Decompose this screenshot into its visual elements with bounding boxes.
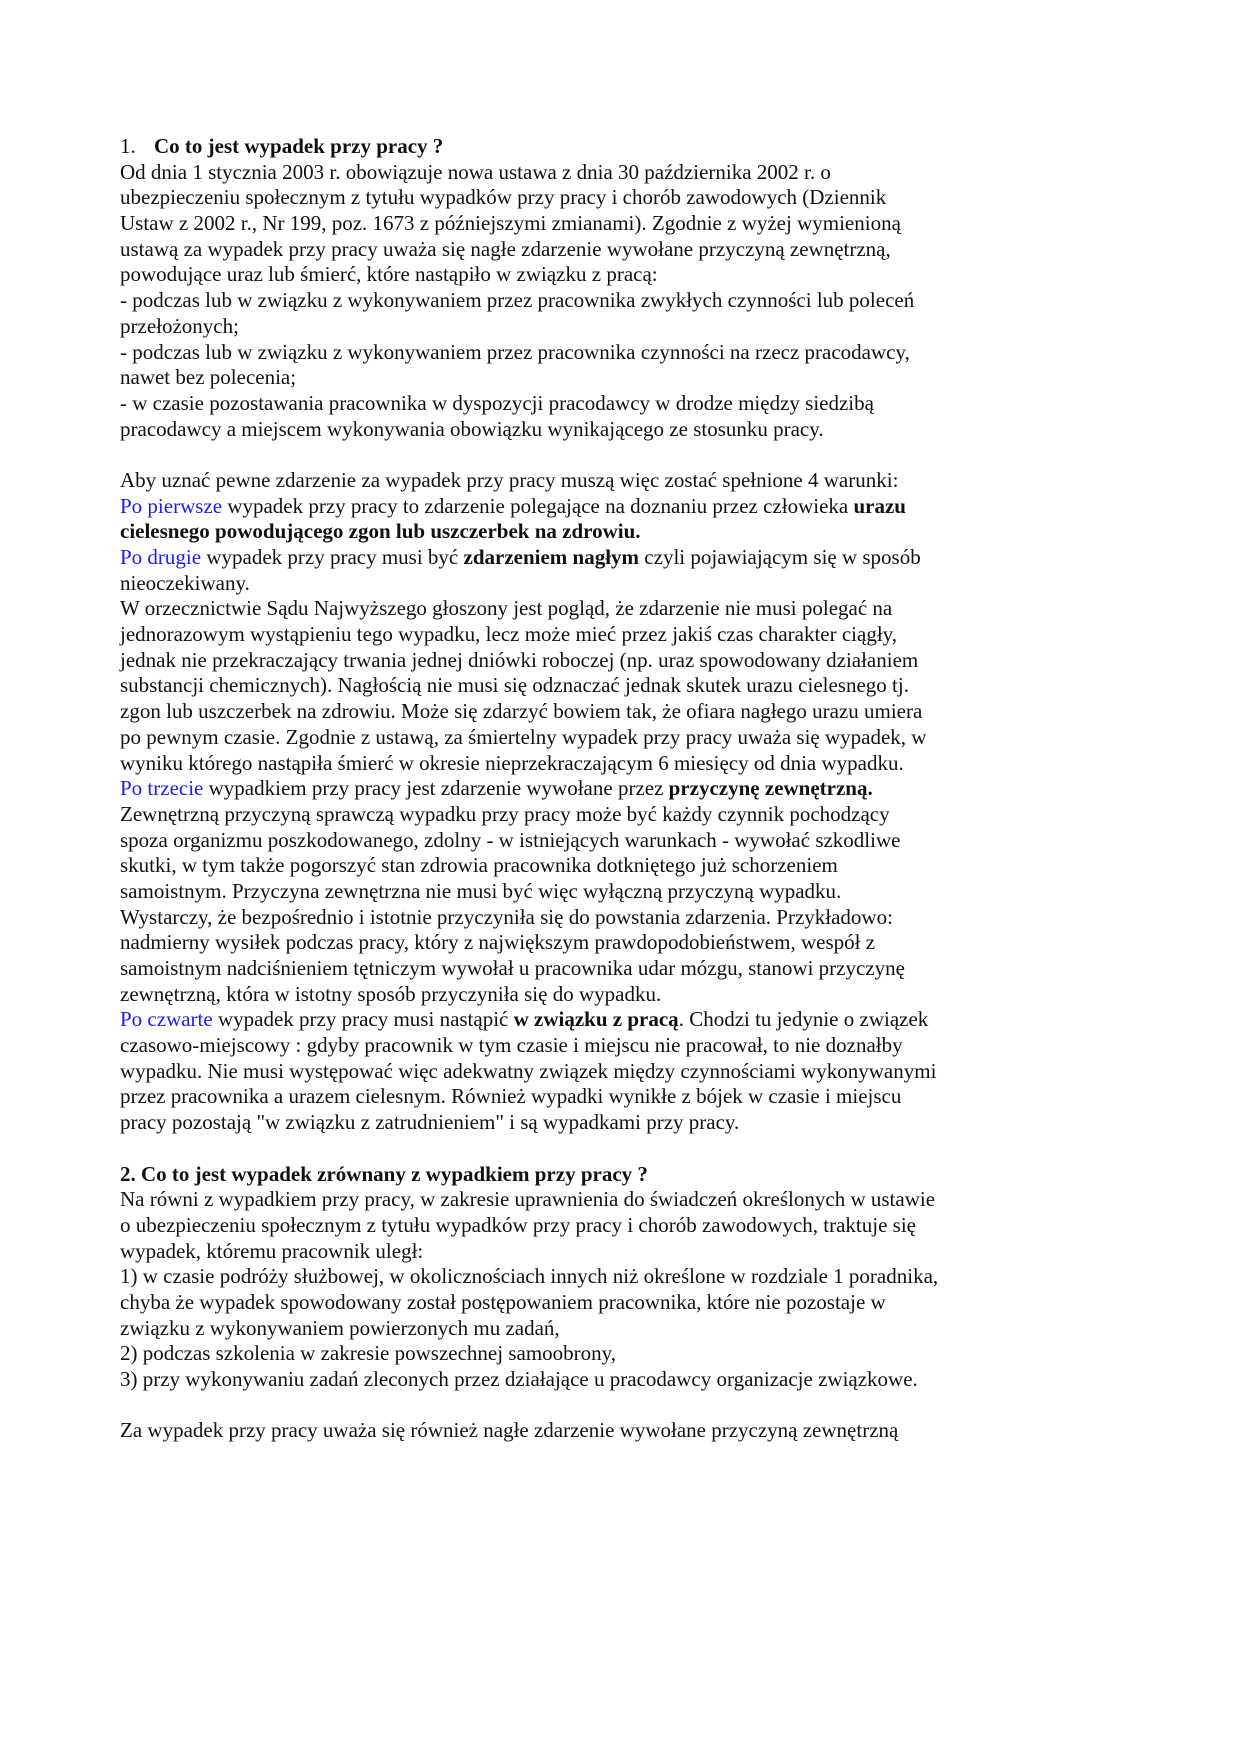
text-run: Ustaw z 2002 r., Nr 199, poz. 1673 z późniejszymi zmianami). Zgodnie z wyżej wymienioną: [120, 211, 901, 236]
bold-text: w związku z pracą: [513, 1007, 679, 1032]
text-run: Za wypadek przy pracy uważa się również nagłe zdarzenie wywołane przyczyną zewnętrzną: [120, 1418, 899, 1443]
text-run: Na równi z wypadkiem przy pracy, w zakresie uprawnienia do świadczeń określonych w ustawie: [120, 1187, 936, 1212]
text-run: jednorazowym wystąpieniu tego wypadku, lecz może mieć przez jakiś czas charakter ciągły,: [120, 622, 898, 647]
text-run: nadmierny wysiłek podczas pracy, który z największym prawdopodobieństwem, wespół z: [120, 930, 876, 955]
text-line: [120, 596, 1120, 622]
text-line: [120, 314, 1120, 340]
text-run: 3) przy wykonywaniu zadań zleconych przez działające u pracodawcy organizacje związkowe.: [120, 1367, 918, 1391]
text-line: [120, 519, 1120, 545]
text-run: wypadkiem przy pracy jest zdarzenie wywołane przez: [203, 776, 669, 801]
text-line: [120, 571, 1120, 597]
text-line: [120, 699, 1120, 725]
text-run: samoistnym nadciśnieniem tętniczym wywołał u pracownika udar mózgu, stanowi przyczynę: [120, 956, 905, 980]
text-line: [120, 160, 1120, 186]
text-run: nawet bez polecenia;: [120, 365, 297, 390]
text-line: [120, 211, 1120, 237]
text-run: ubezpieczeniu społecznym z tytułu wypadków przy pracy i chorób zawodowych (Dziennik: [120, 185, 887, 210]
text-line: [120, 1316, 1120, 1342]
blank-line: [120, 1393, 1120, 1419]
text-run: pracodawcy a miejscem wykonywania obowiązku wynikającego ze stosunku pracy.: [120, 416, 824, 441]
text-line: [120, 391, 1120, 417]
text-run: Zewnętrzną przyczyną sprawczą wypadku przy pracy może być każdy czynnik pochodzący: [120, 801, 890, 826]
text-run: zewnętrzną, która w istotny sposób przyczyniła się do wypadku.: [120, 981, 662, 1006]
list-number: 1.: [120, 134, 136, 158]
text-line: [120, 1084, 1120, 1110]
text-line: [120, 956, 1120, 982]
text-line: [120, 725, 1120, 751]
text-run: skutki, w tym także pogorszyć stan zdrowia pracownika dotkniętego już schorzeniem: [120, 853, 838, 878]
text-run: samoistnym. Przyczyna zewnętrzna nie musi być więc wyłączną przyczyną wypadku.: [120, 878, 842, 903]
text-line: [120, 1264, 1120, 1290]
text-run: ustawą za wypadek przy pracy uważa się nagłe zdarzenie wywołane przyczyną zewnętrzną,: [120, 236, 891, 261]
text-line: [120, 494, 1120, 520]
text-line: [120, 365, 1120, 391]
bold-text: zdarzeniem nagłym: [463, 545, 640, 569]
text-run: Od dnia 1 stycznia 2003 r. obowiązuje nowa ustawa z dnia 30 października 2002 r. o: [120, 159, 831, 184]
bold-text: 2. Co to jest wypadek zrównany z wypadkiem przy pracy ?: [120, 1161, 648, 1186]
blank-line: [120, 442, 1120, 468]
text-line: [120, 751, 1120, 777]
highlighted-phrase: Po drugie: [120, 545, 202, 569]
text-run: W orzecznictwie Sądu Najwyższego głoszony jest pogląd, że zdarzenie nie musi polegać na: [120, 596, 893, 621]
text-run: przez pracownika a urazem cielesnym. Również wypadki wynikłe z bójek w czasie i miejscu: [120, 1084, 902, 1109]
text-run: chyba że wypadek spowodowany został postępowaniem pracownika, które nie pozostaje w: [120, 1289, 886, 1314]
text-run: pracy pozostają "w związku z zatrudnieniem" i są wypadkami przy pracy.: [120, 1110, 740, 1135]
document-page: [120, 134, 1120, 1444]
text-line: [120, 776, 1120, 802]
text-run: nieoczekiwany.: [120, 570, 250, 595]
text-line: [120, 417, 1120, 443]
text-run: jednak nie przekraczający trwania jednej dniówki roboczej (np. uraz spowodowany działaniem: [120, 647, 919, 672]
text-line: [120, 1239, 1120, 1265]
text-run: - w czasie pozostawania pracownika w dyspozycji pracodawcy w drodze między siedzibą: [120, 390, 874, 415]
text-line: [120, 802, 1120, 828]
text-run: wypadek przy pracy to zdarzenie polegające na doznaniu przez człowieka: [222, 493, 854, 518]
text-run: Wystarczy, że bezpośrednio i istotnie przyczyniła się do powstania zdarzenia. Przykładowo:: [120, 904, 893, 929]
text-line: [120, 1059, 1120, 1085]
text-line: [120, 262, 1120, 288]
text-line: [120, 1341, 1120, 1367]
text-line: [120, 1110, 1120, 1136]
bold-text: przyczynę zewnętrzną.: [668, 776, 873, 801]
text-line: [120, 185, 1120, 211]
text-run: o ubezpieczeniu społecznym z tytułu wypadków przy pracy i chorób zawodowych, traktuje się: [120, 1212, 916, 1237]
text-run: czasowo-miejscowy : gdyby pracownik w tym czasie i miejscu nie pracował, to nie doznałby: [120, 1033, 903, 1058]
text-line: [120, 622, 1120, 648]
text-run: wypadku. Nie musi występować więc adekwatny związek między czynnościami wykonywanymi: [120, 1058, 937, 1083]
text-line: [120, 1290, 1120, 1316]
text-run: po pewnym czasie. Zgodnie z ustawą, za śmiertelny wypadek przy pracy uważa się wypadek, w: [120, 724, 927, 749]
text-line: [120, 1418, 1120, 1444]
text-run: powodujące uraz lub śmierć, które nastąpiło w związku z pracą:: [120, 262, 658, 287]
text-line: [120, 673, 1120, 699]
text-run: zgon lub uszczerbek na zdrowiu. Może się zdarzyć bowiem tak, że ofiara nagłego urazu umiera: [120, 699, 923, 724]
text-line: [120, 545, 1120, 571]
text-line: [120, 134, 1120, 160]
bold-text: urazu: [853, 493, 906, 518]
text-line: [120, 1213, 1120, 1239]
text-line: [120, 340, 1120, 366]
text-run: wyniku którego nastąpiła śmierć w okresie nieprzekraczającym 6 miesięcy od dnia wypadku.: [120, 750, 904, 775]
text-run: - podczas lub w związku z wykonywaniem przez pracownika czynności na rzecz pracodawcy,: [120, 339, 910, 364]
text-run: przełożonych;: [120, 313, 239, 338]
text-run: wypadek przy pracy musi być: [201, 545, 464, 569]
text-line: [120, 879, 1120, 905]
text-run: Aby uznać pewne zdarzenie za wypadek przy pracy muszą więc zostać spełnione 4 warunki:: [120, 467, 899, 492]
text-run: 1) w czasie podróży służbowej, w okolicznościach innych niż określone w rozdziale 1 poradnika,: [120, 1264, 939, 1289]
text-run: . Chodzi tu jedynie o związek: [678, 1007, 929, 1032]
text-run: wypadek, któremu pracownik uległ:: [120, 1238, 424, 1263]
text-line: [120, 1187, 1120, 1213]
text-line: [120, 288, 1120, 314]
text-line: [120, 930, 1120, 956]
text-line: [120, 1033, 1120, 1059]
text-line: [120, 1007, 1120, 1033]
text-run: 2) podczas szkolenia w zakresie powszechnej samoobrony,: [120, 1341, 617, 1366]
highlighted-phrase: Po pierwsze: [120, 493, 223, 518]
text-run: związku z wykonywaniem powierzonych mu zadań,: [120, 1315, 560, 1340]
highlighted-phrase: Po trzecie: [120, 776, 204, 801]
text-run: substancji chemicznych). Nagłością nie musi się odznaczać jednak skutek urazu cielesnego tj.: [120, 673, 909, 698]
text-run: - podczas lub w związku z wykonywaniem przez pracownika zwykłych czynności lub poleceń: [120, 288, 915, 313]
text-line: [120, 853, 1120, 879]
text-line: [120, 648, 1120, 674]
text-line: [120, 905, 1120, 931]
highlighted-phrase: Po czwarte: [120, 1007, 213, 1032]
text-line: [120, 828, 1120, 854]
bold-text: cielesnego powodującego zgon lub uszczerbek na zdrowiu.: [120, 519, 641, 544]
bold-text: Co to jest wypadek przy pracy ?: [154, 134, 444, 158]
text-line: [120, 1367, 1120, 1393]
text-run: wypadek przy pracy musi nastąpić: [212, 1007, 514, 1032]
text-run: spoza organizmu poszkodowanego, zdolny - w istniejących warunkach - wywołać szkodliwe: [120, 827, 901, 852]
text-line: [120, 468, 1120, 494]
text-line: [120, 237, 1120, 263]
blank-line: [120, 1136, 1120, 1162]
text-line: [120, 982, 1120, 1008]
text-line: [120, 1162, 1120, 1188]
text-run: czyli pojawiającym się w sposób: [639, 545, 921, 569]
